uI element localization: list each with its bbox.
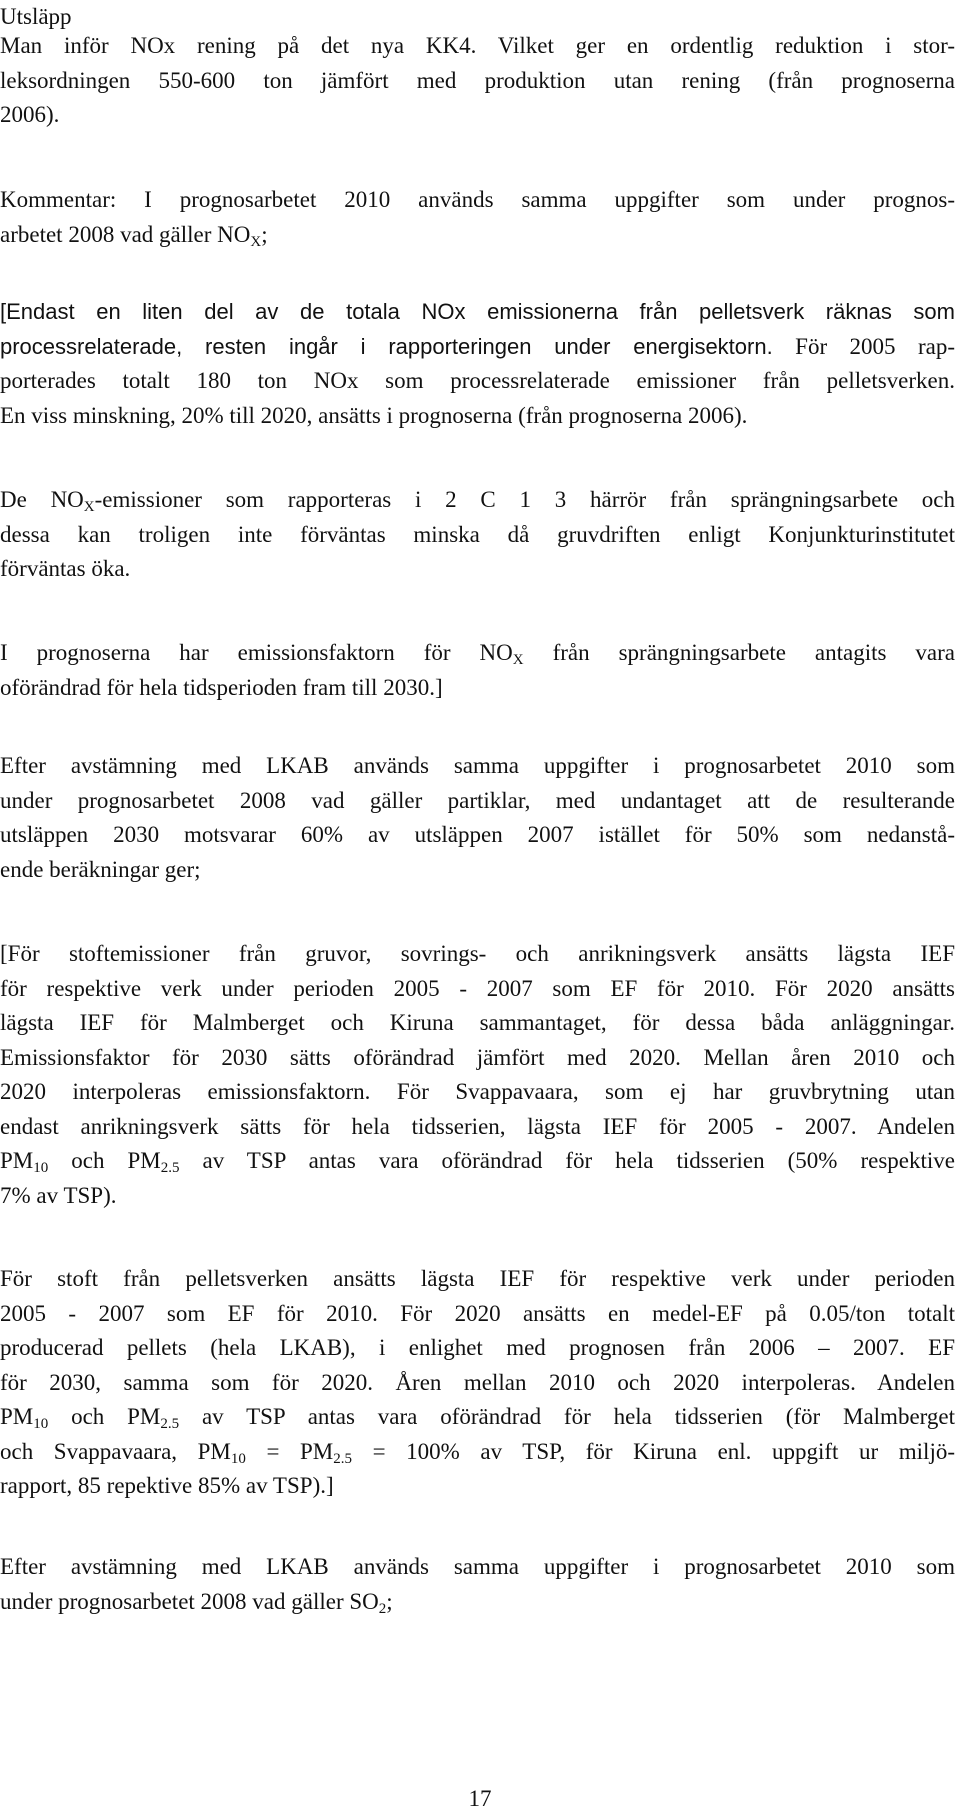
text-line xyxy=(0,636,955,671)
text-line: 2005 - 2007 som EF för 2010. För 2020 ansätts en medel-EF på 0.05/ton totalt xyxy=(0,1300,955,1326)
text-line: rapport, 85 repektive 85% av TSP).] xyxy=(0,1473,334,1498)
text-line: utsläppen 2030 motsvarar 60% av utsläppen 2007 istället för 50% som nedanstå- xyxy=(0,822,955,847)
text-fragment: -emissioner som rapporteras i 2 C 1 3 härrör från sprängningsarbete och xyxy=(94,487,955,512)
text-line: producerad pellets (hela LKAB), i enlighet med prognosen från 2006 – 2007. EF xyxy=(0,1335,955,1360)
text-line: under prognosarbetet 2008 vad gäller partiklar, med undantaget att de resulterande xyxy=(0,787,955,813)
text-fragment: För 2005 rap- xyxy=(772,333,955,359)
text-line: Man inför NOx rening på det nya KK4. Vilket ger en ordentlig reduktion i stor- xyxy=(0,33,955,58)
page-number: 17 xyxy=(468,1786,492,1811)
text-fragment: = PM xyxy=(245,1438,334,1464)
section-heading: Utsläpp xyxy=(0,4,72,29)
subscript: X xyxy=(83,499,95,515)
subscript: 2 xyxy=(378,1600,387,1617)
text-line xyxy=(0,1435,955,1470)
text-fragment: I prognoserna har emissionsfaktorn för NO xyxy=(0,640,513,665)
text-fragment: från sprängningsarbete antagits vara xyxy=(523,640,955,665)
subscript: 10 xyxy=(230,1450,246,1467)
text-fragment: ; xyxy=(386,1588,393,1614)
subscript: 10 xyxy=(33,1416,49,1432)
text-fragment: ; xyxy=(261,221,268,247)
text-fragment: av TSP antas vara oförändrad för hela tidsserien (50% respektive xyxy=(179,1148,955,1173)
text-line: 2006). xyxy=(0,102,60,127)
text-line: oförändrad för hela tidsperioden fram till 2030.] xyxy=(0,674,443,700)
text-line: endast anrikningsverk sätts för hela tidsserien, lägsta IEF för 2005 - 2007. Andelen xyxy=(0,1113,955,1139)
paragraph-prognoserna xyxy=(0,636,955,705)
text-line: Kommentar: I prognosarbetet 2010 används samma uppgifter som under prognos- xyxy=(0,187,955,212)
text-line xyxy=(0,330,955,365)
paragraph-de-nox xyxy=(0,483,955,587)
text-fragment: under prognosarbetet 2008 vad gäller SO xyxy=(0,1588,379,1614)
text-line: Efter avstämning med LKAB används samma uppgifter i prognosarbetet 2010 som xyxy=(0,1554,955,1579)
text-line: för respektive verk under perioden 2005 - 2007 som EF för 2010. För 2020 ansätts xyxy=(0,975,955,1001)
paragraph-stoft-pelletsverken xyxy=(0,1262,955,1504)
text-line: porterades totalt 180 ton NOx som processrelaterade emissioner från pelletsverken. xyxy=(0,368,955,393)
subscript: 2.5 xyxy=(333,1450,353,1467)
text-fragment: processrelaterade, resten ingår i rapporteringen under energisektorn. xyxy=(0,333,773,359)
text-line: För stoft från pelletsverken ansätts lägsta IEF för respektive verk under perioden xyxy=(0,1266,955,1291)
subscript: 10 xyxy=(33,1160,49,1176)
text-fragment: och PM xyxy=(48,1404,161,1429)
paragraph-kommentar xyxy=(0,183,955,252)
text-line: ende beräkningar ger; xyxy=(0,856,201,882)
text-line xyxy=(0,1585,955,1620)
subscript: 2.5 xyxy=(160,1160,180,1176)
text-fragment: De NO xyxy=(0,487,84,512)
text-line: för 2030, samma som för 2020. Åren mellan 2010 och 2020 interpoleras. Andelen xyxy=(0,1369,955,1395)
paragraph-stoftemissioner xyxy=(0,937,955,1213)
text-line xyxy=(0,218,955,253)
text-line: 2020 interpoleras emissionsfaktorn. För Svappavaara, som ej har gruvbrytning utan xyxy=(0,1079,955,1104)
paragraph-so2 xyxy=(0,1550,955,1619)
text-line: lägsta IEF för Malmberget och Kiruna sammantaget, för dessa båda anläggningar. xyxy=(0,1010,955,1035)
text-fragment: och PM xyxy=(48,1148,161,1173)
text-fragment: arbetet 2008 vad gäller NO xyxy=(0,221,251,247)
text-line: 7% av TSP). xyxy=(0,1182,117,1208)
text-line xyxy=(0,1144,955,1179)
text-line: leksordningen 550-600 ton jämfört med produktion utan rening (från prognoserna xyxy=(0,67,955,93)
subscript: X xyxy=(512,652,524,668)
text-fragment: PM xyxy=(0,1404,34,1429)
text-fragment: = 100% av TSP, för Kiruna enl. uppgift ur miljö- xyxy=(352,1438,955,1464)
paragraph-nox-rening xyxy=(0,29,955,133)
text-fragment: av TSP antas vara oförändrad för hela tidsserien (för Malmberget xyxy=(179,1404,955,1429)
paragraph-endast xyxy=(0,295,955,433)
paragraph-partiklar xyxy=(0,749,955,887)
text-line: förväntas öka. xyxy=(0,556,131,581)
text-line: dessa kan troligen inte förväntas minska då gruvdriften enligt Konjunkturinstitutet xyxy=(0,521,955,547)
text-fragment: PM xyxy=(0,1148,34,1173)
text-line: [Endast en liten del av de totala NOx emissionerna från pelletsverk räknas som xyxy=(0,299,955,324)
subscript: X xyxy=(250,233,262,250)
text-line xyxy=(0,483,955,518)
text-line: En viss minskning, 20% till 2020, ansätts i prognoserna (från prognoserna 2006). xyxy=(0,402,748,428)
text-line: Emissionsfaktor för 2030 sätts oförändrad jämfört med 2020. Mellan åren 2010 och xyxy=(0,1044,955,1070)
text-fragment: och Svappavaara, PM xyxy=(0,1438,231,1464)
text-line: [För stoftemissioner från gruvor, sovrings- och anrikningsverk ansätts lägsta IEF xyxy=(0,941,955,966)
text-line xyxy=(0,1400,955,1435)
subscript: 2.5 xyxy=(160,1416,180,1432)
text-line: Efter avstämning med LKAB används samma uppgifter i prognosarbetet 2010 som xyxy=(0,753,955,778)
